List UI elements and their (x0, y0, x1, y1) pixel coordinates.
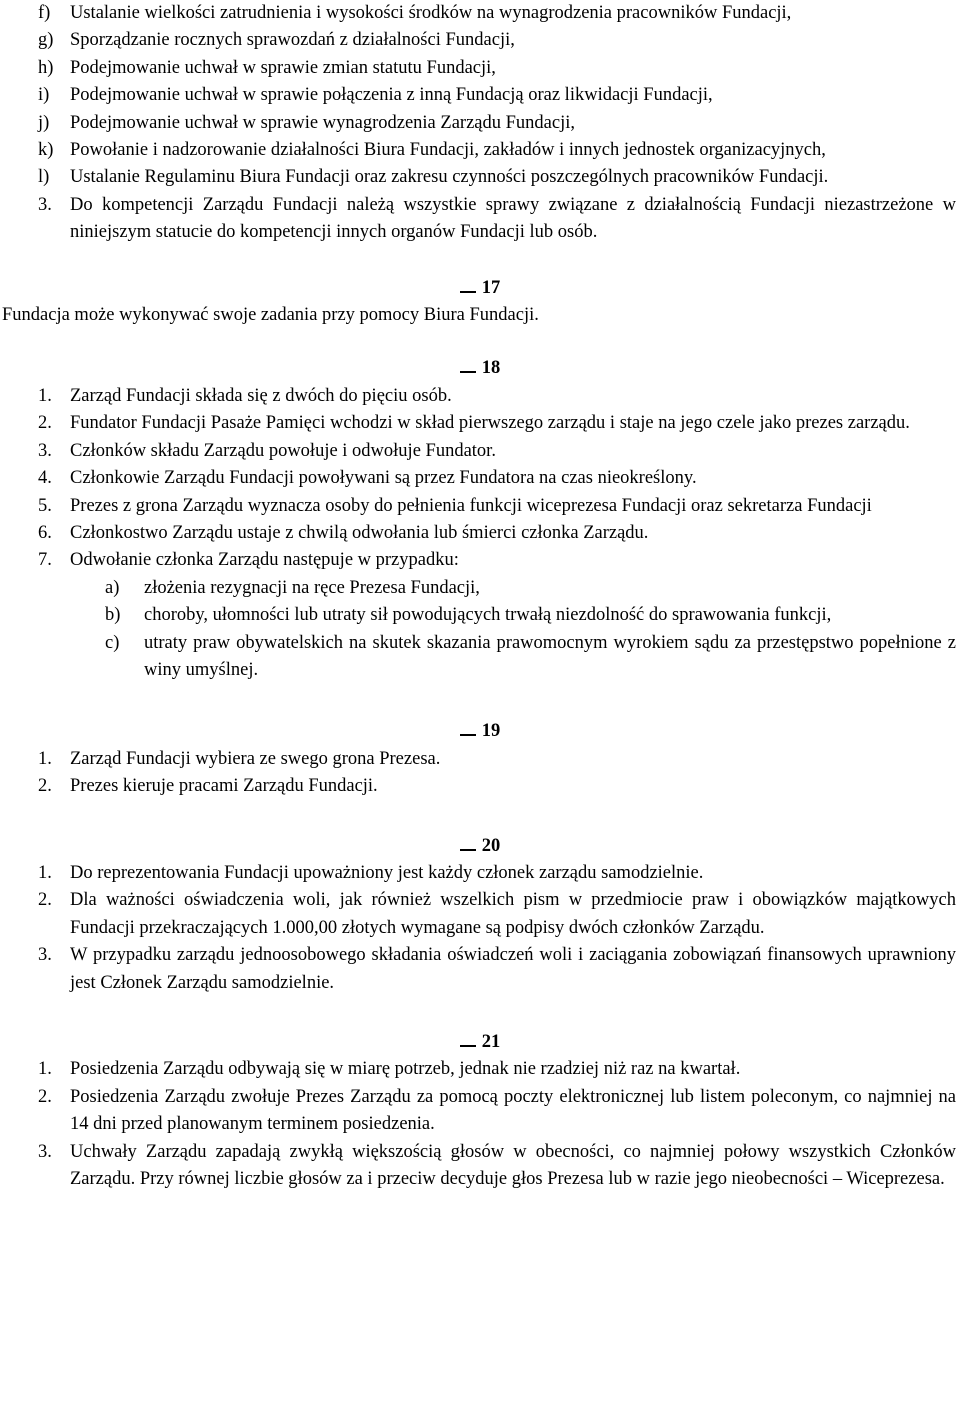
item-text: Ustalanie Regulaminu Biura Fundacji oraz zakresu czynności poszczególnych pracowników Fundacji. (70, 167, 829, 188)
point-label: 1. (38, 385, 52, 406)
point-label: 5. (38, 495, 52, 516)
point-label: 6. (38, 522, 52, 543)
section-number: 17 (481, 277, 501, 298)
subpoint-text: złożenia rezygnacji na ręce Prezesa Fundacji, (144, 577, 480, 598)
item-label: h) (38, 57, 54, 78)
item-label: j) (38, 112, 50, 133)
point-label: 2. (38, 776, 52, 797)
section-heading-21 (4, 1029, 956, 1056)
point-text: Zarząd Fundacji składa się z dwóch do pięciu osób. (70, 385, 452, 406)
item-text: Podejmowanie uchwał w sprawie zmian statutu Fundacji, (70, 57, 496, 78)
list-competences (4, 0, 956, 192)
list-item (4, 773, 956, 800)
section-sign-icon (460, 281, 476, 293)
list-item (4, 438, 956, 465)
section-sign-icon (460, 1035, 476, 1047)
point-label: 3. (38, 945, 52, 966)
section-sign-icon (460, 361, 476, 373)
list-item (4, 942, 956, 997)
list-item (4, 746, 956, 773)
section-number: 21 (481, 1032, 501, 1052)
sub-list-item (4, 602, 956, 629)
point-label: 3. (38, 440, 52, 461)
paragraph-point (4, 192, 956, 247)
section-sign-icon (460, 724, 476, 736)
point-label: 3. (38, 194, 52, 215)
list-item (4, 383, 956, 410)
subpoint-label: b) (105, 605, 121, 626)
sub-list-item (4, 630, 956, 685)
list-item (4, 55, 956, 82)
subpoint-label: a) (105, 577, 120, 598)
item-text: Ustalanie wielkości zatrudnienia i wysokości środków na wynagrodzenia pracowników Fundacji, (70, 3, 792, 23)
point-text: Prezes z grona Zarządu wyznacza osoby do pełnienia funkcji wiceprezesa Fundacji oraz sekretarza Fundacji (70, 495, 872, 516)
item-text: Sporządzanie rocznych sprawozdań z działalności Fundacji, (70, 30, 515, 51)
point-label: 2. (38, 413, 52, 434)
list-item (4, 137, 956, 164)
point-text: W przypadku zarządu jednoosobowego składania oświadczeń woli i zaciągania zobowiązań finansowych uprawniony jest Członek Zarządu samodzielnie. (70, 945, 956, 993)
point-label: 4. (38, 468, 52, 489)
section-number: 20 (481, 835, 501, 856)
subpoint-text: choroby, ułomności lub utraty sił powodujących trwałą niezdolność do sprawowania funkcji, (144, 605, 832, 626)
point-text: Członkowie Zarządu Fundacji powoływani są przez Fundatora na czas nieokreślony. (70, 468, 697, 489)
point-label: 1. (38, 748, 52, 769)
list-item (4, 547, 956, 574)
section-number: 19 (481, 721, 501, 742)
point-text: Dla ważności oświadczenia woli, jak również wszelkich pism w przedmiocie praw i obowiązków majątkowych Fundacji przekraczających 1.000,00 złotych wymagane są podpisy dwóch członków Zarządu. (70, 890, 956, 938)
point-label: 2. (38, 1086, 52, 1107)
item-label: g) (38, 30, 54, 51)
point-text: Członkostwo Zarządu ustaje z chwilą odwołania lub śmierci członka Zarządu. (70, 522, 649, 543)
section-number: 18 (481, 358, 501, 379)
sub-list-item (4, 575, 956, 602)
item-text: Podejmowanie uchwał w sprawie połączenia z inną Fundacją oraz likwidacji Fundacji, (70, 85, 713, 106)
point-text: Zarząd Fundacji wybiera ze swego grona Prezesa. (70, 748, 441, 769)
section-20-points (4, 860, 956, 997)
item-text: Podejmowanie uchwał w sprawie wynagrodzenia Zarządu Fundacji, (70, 112, 575, 133)
point-text: Posiedzenia Zarządu zwołuje Prezes Zarządu za pomocą poczty elektronicznej lub listem poleconym, co najmniej na 14 dni przed planowanym terminem posiedzenia. (70, 1086, 956, 1135)
point-text: Członków składu Zarządu powołuje i odwołuje Fundator. (70, 440, 496, 461)
list-item (4, 27, 956, 54)
list-item (4, 164, 956, 191)
point-text: Do reprezentowania Fundacji upoważniony jest każdy członek zarządu samodzielnie. (70, 862, 704, 883)
list-item (4, 887, 956, 942)
point-label: 1. (38, 862, 52, 883)
point-label: 2. (38, 890, 52, 911)
list-item (4, 110, 956, 137)
item-label: i) (38, 85, 50, 106)
point-text: Posiedzenia Zarządu odbywają się w miarę potrzeb, jednak nie rzadziej niż raz na kwartał. (70, 1059, 741, 1080)
list-item (4, 860, 956, 887)
point-text: Do kompetencji Zarządu Fundacji należą wszystkie sprawy związane z działalnością Fundacji niezastrzeżone w niniejszym statucie do kompetencji innych organów Fundacji lub osób. (70, 194, 956, 243)
section-heading-19 (4, 718, 956, 745)
section-sign-icon (460, 839, 476, 851)
subpoint-text: utraty praw obywatelskich na skutek skazania prawomocnym wyrokiem sądu za przestępstwo popełnione z winy umyślnej. (144, 632, 956, 680)
item-text: Powołanie i nadzorowanie działalności Biura Fundacji, zakładów i innych jednostek organizacyjnych, (70, 140, 826, 161)
list-item (4, 0, 956, 27)
section-heading-18 (4, 355, 956, 382)
point-text: Odwołanie członka Zarządu następuje w przypadku: (70, 550, 459, 571)
item-label: l) (38, 167, 50, 188)
section-text: Fundacja może wykonywać swoje zadania przy pomocy Biura Fundacji. (2, 305, 539, 326)
item-label: f) (38, 3, 51, 23)
point-text: Prezes kieruje pracami Zarządu Fundacji. (70, 776, 378, 797)
section-heading-20 (4, 833, 956, 860)
list-item (4, 465, 956, 492)
list-item (4, 1139, 956, 1194)
section-21-points (4, 1056, 956, 1193)
point-text: Uchwały Zarządu zapadają zwykłą większością głosów w obecności, co najmniej połowy wszystkich Członków Zarządu. Przy równej liczbie głosów za i przeciw decyduje głos Prezesa lub w razie jego nieobecności – Wiceprezesa. (70, 1141, 956, 1190)
list-item (4, 1084, 956, 1139)
point-text: Fundator Fundacji Pasaże Pamięci wchodzi w skład pierwszego zarządu i staje na jego czele jako prezes zarządu. (70, 413, 910, 434)
point-label: 7. (38, 550, 52, 571)
point-label: 3. (38, 1141, 52, 1162)
subpoint-label: c) (105, 632, 120, 653)
point-label: 1. (38, 1059, 52, 1080)
list-item (4, 410, 956, 437)
list-item (4, 520, 956, 547)
list-item (4, 493, 956, 520)
section-heading-17 (4, 275, 956, 302)
list-item (4, 1056, 956, 1083)
list-item (4, 82, 956, 109)
section-19-points (4, 746, 956, 801)
section-18-points (4, 383, 956, 684)
item-label: k) (38, 140, 54, 161)
